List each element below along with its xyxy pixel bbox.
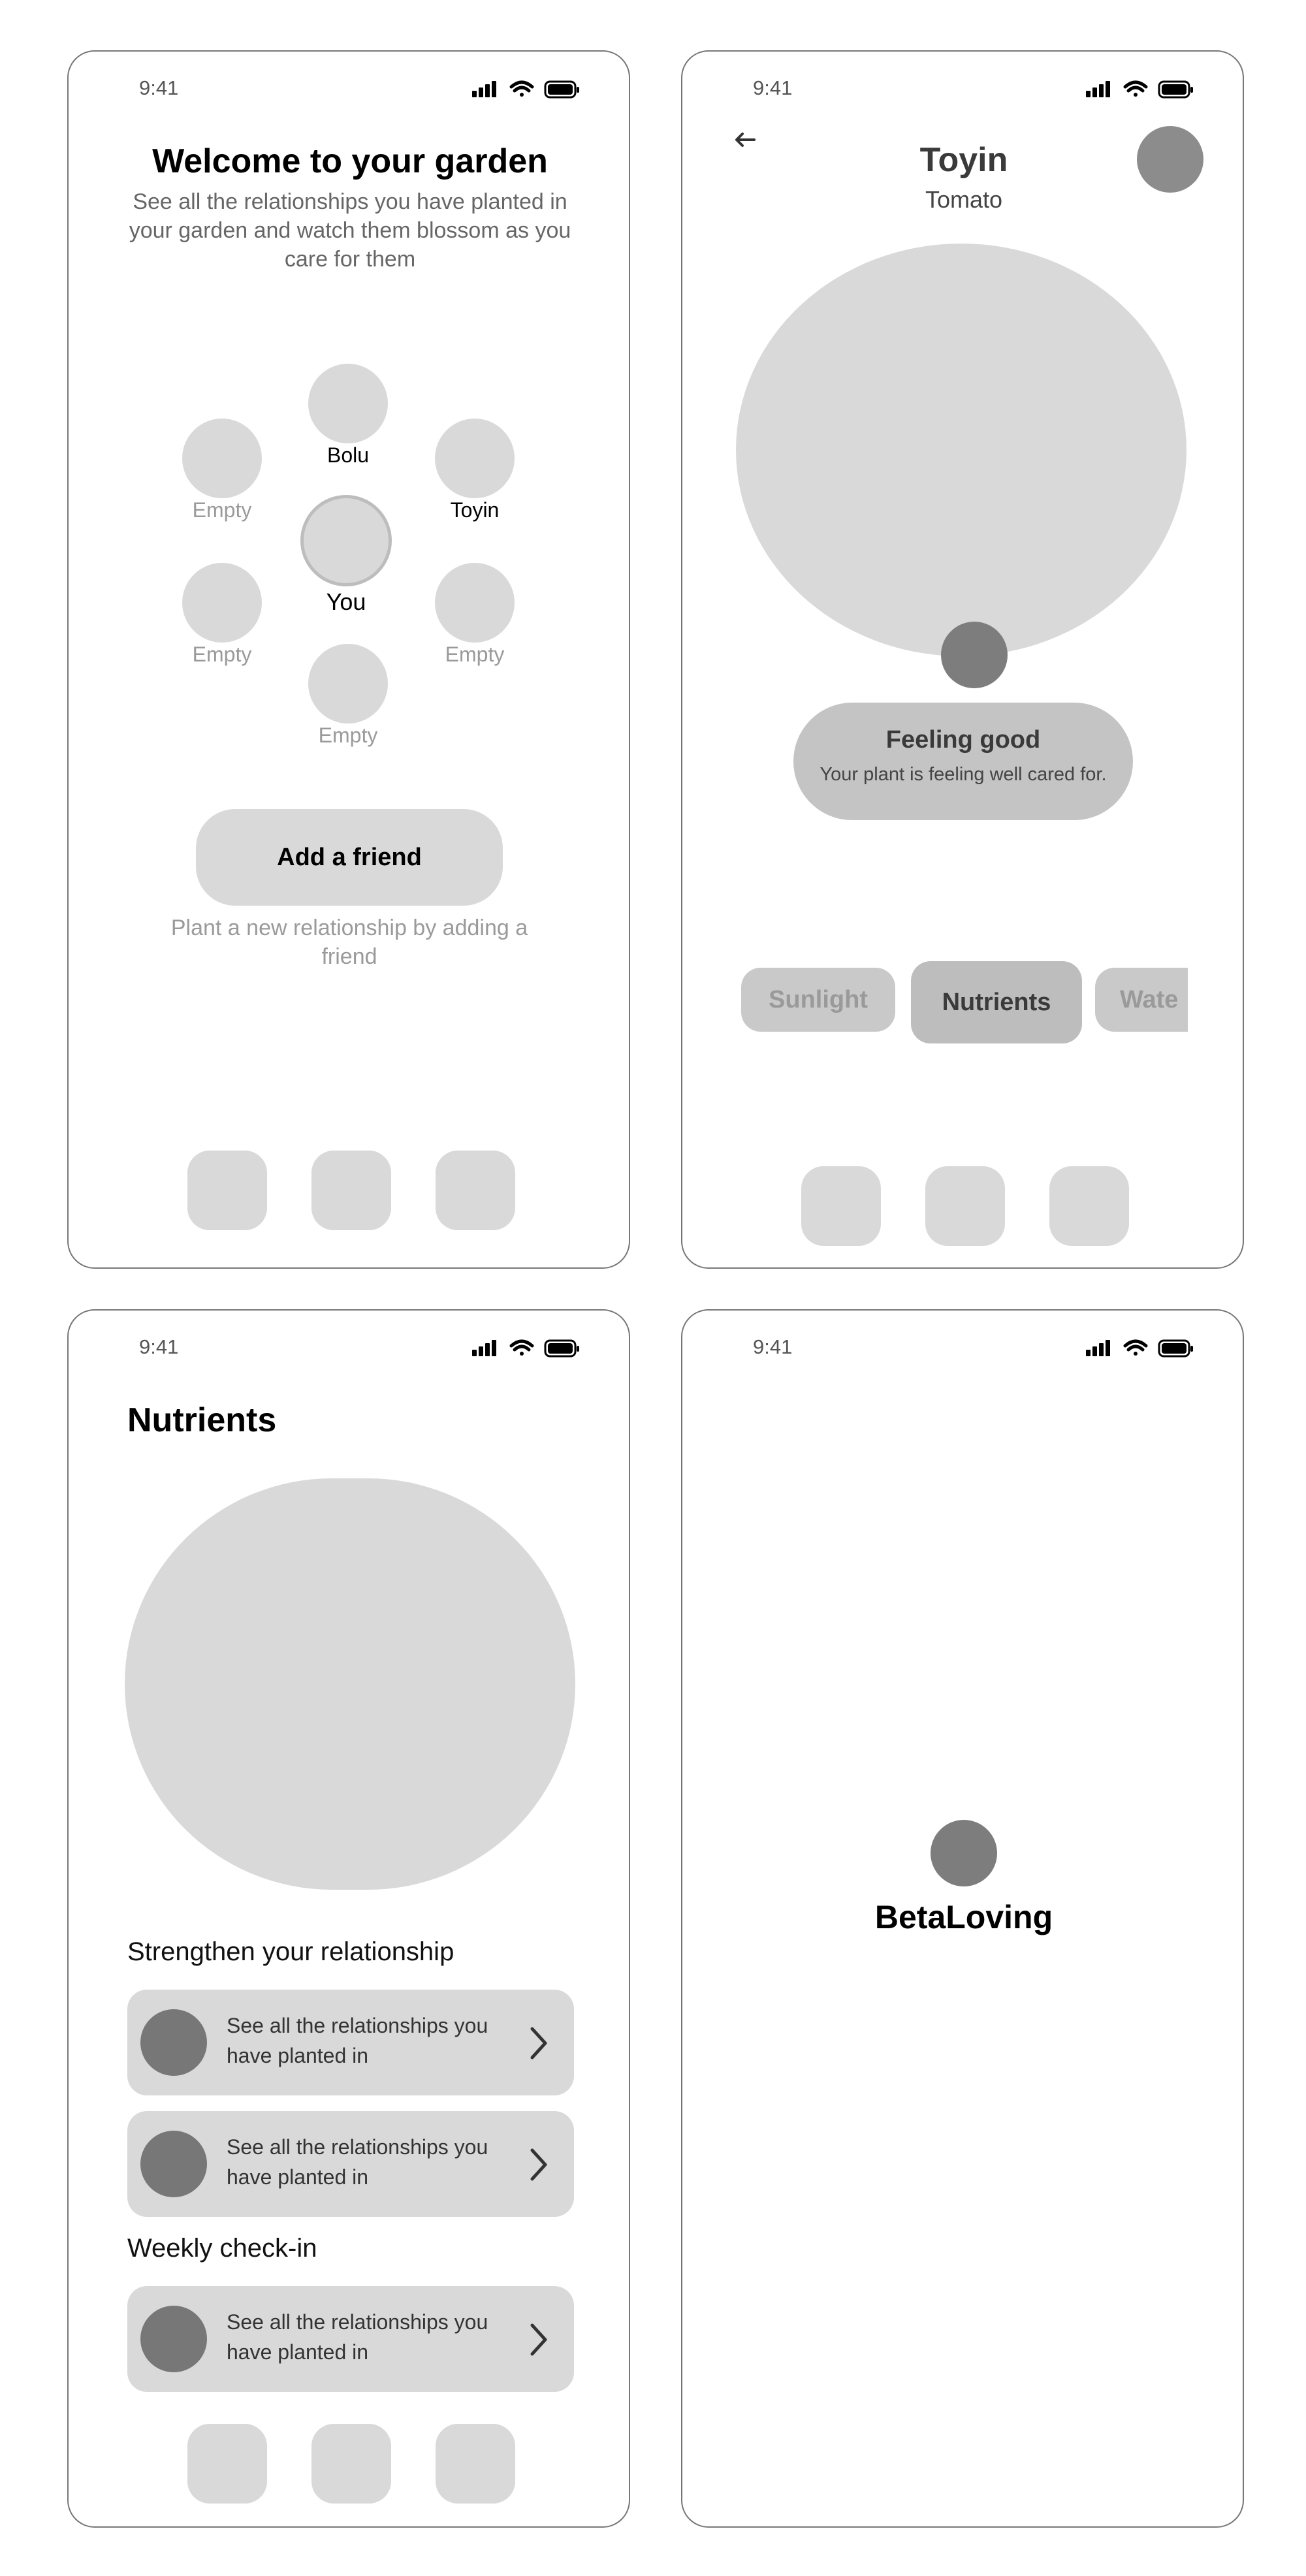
status-time: 9:41 <box>753 76 793 99</box>
wifi-icon <box>1125 1341 1146 1356</box>
splash-screen <box>681 1309 1244 2528</box>
status-time: 9:41 <box>139 76 179 99</box>
status-time: 9:41 <box>753 1335 793 1358</box>
status-icons <box>1082 76 1200 103</box>
add-friend-hint: Plant a new relationship by adding a friend <box>170 915 528 969</box>
plant-label-empty: Empty <box>192 498 252 522</box>
add-friend-button[interactable]: Add a friend <box>196 809 503 906</box>
section-title-strengthen: Strengthen your relationship <box>127 1937 454 1966</box>
status-time: 9:41 <box>139 1335 179 1358</box>
item-text: See all the relationships you have planted in <box>227 2135 488 2189</box>
tab-sunlight[interactable]: Sunlight <box>741 968 895 1032</box>
item-avatar <box>140 2306 207 2372</box>
nutrients-screen <box>67 1309 630 2528</box>
status-icons <box>468 1335 586 1361</box>
nav-button-3[interactable] <box>1049 1166 1129 1246</box>
plant-illustration <box>736 244 1187 656</box>
wifi-icon <box>511 82 532 97</box>
plant-label-empty: Empty <box>318 724 378 747</box>
plant-label-toyin: Toyin <box>450 498 500 522</box>
plant-mood-indicator <box>941 622 1008 688</box>
plant-label-bolu: Bolu <box>326 443 370 467</box>
battery-icon <box>545 82 579 97</box>
plant-label-you: You <box>326 588 366 615</box>
nav-button-2[interactable] <box>311 1151 391 1230</box>
nav-button-1[interactable] <box>187 2424 267 2504</box>
plant-empty-bottom-right[interactable] <box>435 563 515 643</box>
status-icons <box>468 76 586 103</box>
plant-toyin[interactable] <box>435 419 515 498</box>
plant-label-empty: Empty <box>192 643 252 666</box>
chevron-right-icon <box>526 2145 552 2184</box>
section-title-weekly: Weekly check-in <box>127 2234 317 2263</box>
plant-empty-bottom[interactable] <box>308 644 388 724</box>
plant-detail-screen <box>681 50 1244 1269</box>
item-text: See all the relationships you have planted in <box>227 2014 488 2067</box>
wifi-icon <box>1125 82 1146 97</box>
item-avatar <box>140 2009 207 2076</box>
plant-empty-top-left[interactable] <box>182 419 262 498</box>
nutrients-illustration <box>125 1478 575 1890</box>
friend-name: Toyin <box>919 141 1008 179</box>
nav-button-1[interactable] <box>187 1151 267 1230</box>
signal-icon <box>1086 81 1110 97</box>
wifi-icon <box>511 1341 532 1356</box>
list-item[interactable] <box>127 1990 574 2095</box>
battery-icon <box>1159 1341 1193 1356</box>
plant-label-empty: Empty <box>445 643 505 666</box>
signal-icon <box>472 81 496 97</box>
battery-icon <box>1159 82 1193 97</box>
nav-button-3[interactable] <box>436 1151 515 1230</box>
tab-nutrients[interactable]: Nutrients <box>911 961 1082 1043</box>
plant-empty-bottom-left[interactable] <box>182 563 262 643</box>
plant-bolu[interactable] <box>308 364 388 443</box>
chevron-right-icon <box>526 2320 552 2359</box>
status-text: Your plant is feeling well cared for. <box>820 764 1107 785</box>
app-name: BetaLoving <box>874 1899 1053 1935</box>
page-title: Nutrients <box>127 1401 277 1439</box>
status-title: Feeling good <box>885 726 1041 754</box>
app-logo <box>931 1820 997 1886</box>
nav-button-3[interactable] <box>436 2424 515 2504</box>
list-item[interactable] <box>127 2111 574 2217</box>
nav-button-2[interactable] <box>311 2424 391 2504</box>
nav-button-1[interactable] <box>801 1166 881 1246</box>
list-item[interactable] <box>127 2286 574 2392</box>
status-icons <box>1082 1335 1200 1361</box>
plant-you[interactable] <box>300 495 392 586</box>
garden-screen <box>67 50 630 1269</box>
page-title: Welcome to your garden <box>152 142 548 180</box>
plant-type: Tomato <box>925 186 1003 213</box>
signal-icon <box>472 1340 496 1356</box>
arrow-left-icon[interactable] <box>733 130 757 150</box>
item-avatar <box>140 2131 207 2197</box>
nav-button-2[interactable] <box>925 1166 1005 1246</box>
chevron-right-icon <box>526 2024 552 2063</box>
item-text: See all the relationships you have planted in <box>227 2310 488 2364</box>
care-tabs <box>741 961 1188 1046</box>
signal-icon <box>1086 1340 1110 1356</box>
battery-icon <box>545 1341 579 1356</box>
page-subtitle: See all the relationships you have planted in your garden and watch them blossom as you care for them <box>129 189 571 272</box>
status-card <box>793 703 1133 820</box>
tab-water[interactable]: Wate <box>1095 968 1188 1032</box>
avatar[interactable] <box>1137 126 1203 193</box>
